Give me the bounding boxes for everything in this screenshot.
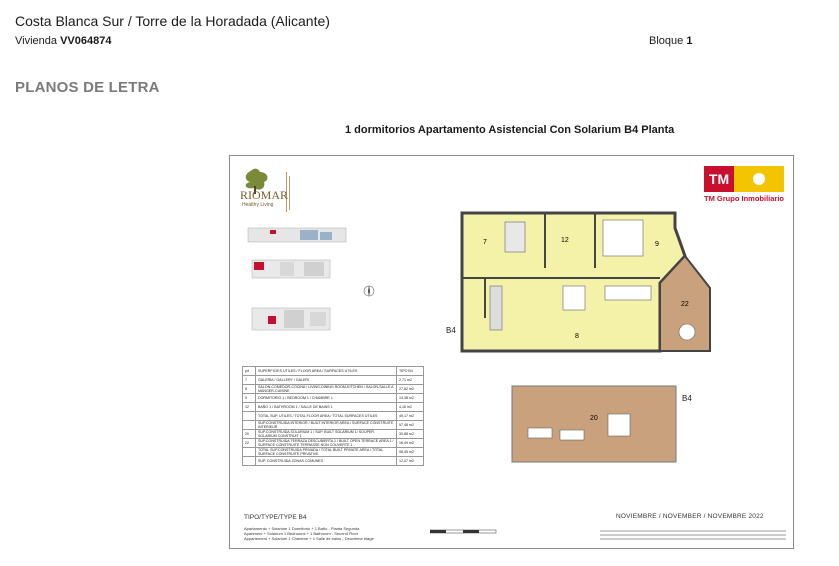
table-header: TIPO B4 — [397, 367, 424, 376]
sun-icon — [753, 173, 765, 185]
table-cell: SUP.CONSTRUIDA SOLARIUM 1 / SUP. BUILT SOLARIUM 1/ SOUPER. SOLARIUM CONSTRUIT 1 — [256, 430, 397, 439]
table-row — [243, 421, 424, 430]
table-cell: 49,17 m2 — [397, 412, 424, 421]
table-row — [243, 403, 424, 412]
agency-name: TM Grupo Inmobiliario — [704, 194, 784, 203]
table-cell: SUP.CONSTRUIDA INTERIOR / BUILT INTERIOR AREA / SURFACE CONSTRUITE INTERIEUR — [256, 421, 397, 430]
room-22: 22 — [681, 301, 689, 308]
unit-label: B4 — [446, 326, 456, 335]
block-info — [649, 35, 692, 47]
table-cell: BAÑO 1 / BATHROOM 1 / SALLE DE BAINS 1 — [256, 403, 397, 412]
table-cell: 2,71 m2 — [397, 376, 424, 385]
table-cell: SUP. CONSTRUIDA ZONAS COMUNES — [256, 457, 397, 466]
table-cell: 16,49 m2 — [397, 439, 424, 448]
floor-plan-sheet — [229, 155, 794, 549]
table-cell: 7 — [243, 376, 256, 385]
table-cell — [243, 421, 256, 430]
table-cell: 57,48 m2 — [397, 421, 424, 430]
riomar-logo — [238, 166, 298, 214]
type-label: TIPO/TYPE/TYPE B4 — [244, 514, 307, 521]
table-header: SUPERFICIES UTILES / FLOOR AREA / SURFACES UTILES — [256, 367, 397, 376]
reference-label: Vivienda — [15, 35, 57, 47]
table-cell — [243, 448, 256, 457]
table-cell: 12,07 m2 — [397, 457, 424, 466]
block-value: 1 — [686, 35, 693, 47]
brand-tagline: Healthy Living — [242, 202, 274, 208]
table-cell: 27,82 m2 — [397, 385, 424, 394]
table-cell: 12 — [243, 403, 256, 412]
sun-lounger — [560, 430, 584, 440]
terrace-table — [679, 324, 695, 340]
solarium-table — [608, 414, 630, 436]
solarium-label: B4 — [682, 394, 692, 403]
table-cell — [243, 457, 256, 466]
table-header: pd — [243, 367, 256, 376]
property-reference — [15, 35, 111, 47]
table-cell: 22 — [243, 439, 256, 448]
location-title: Costa Blanca Sur / Torre de la Horadada (Alicante) — [15, 13, 330, 29]
table-row — [243, 457, 424, 466]
table-header-row — [243, 367, 424, 376]
site-plan-bottom — [252, 308, 330, 330]
table-cell: 98,45 m2 — [397, 448, 424, 457]
table-cell: SALON-COMEDOR-COCINA / LIVING-DINING ROOM-KITCHEN / SALON-SALLE A MANGER-CUISINE — [256, 385, 397, 394]
sofa — [605, 286, 651, 300]
room-9: 9 — [655, 241, 659, 248]
tm-logo: TM — [704, 166, 734, 192]
table-cell: 14,38 m2 — [397, 394, 424, 403]
room-12: 12 — [561, 237, 569, 244]
table-cell: 9 — [243, 394, 256, 403]
description-line: Apartamento + Solarium 1 Dormitorio + 1 Baño - Planta Segunda — [244, 526, 360, 531]
table-row — [243, 394, 424, 403]
dining-table — [563, 286, 585, 310]
table-cell: 4,16 m2 — [397, 403, 424, 412]
bed — [603, 220, 643, 256]
table-cell — [243, 412, 256, 421]
apartment-floor-plan — [445, 208, 730, 358]
table-row — [243, 448, 424, 457]
kitchen-counter — [490, 286, 502, 330]
sun-lounger — [528, 428, 552, 438]
site-location-maps — [240, 218, 355, 348]
table-cell: SUP.CONSTRUIDA TERRAZA DESCUBIERTA 1 / BUILT OPEN TERRACE AREA 1 / SURFACE CONSTRUITE TERRASSE NON COUVERTE 1 — [256, 439, 397, 448]
description-line: Appartement + Solarium 1 Chambre + 1 Salle de bains - Deuxième étage — [244, 536, 374, 541]
room-20: 20 — [590, 415, 598, 422]
room-8: 8 — [575, 333, 579, 340]
building-elevation — [248, 228, 346, 242]
north-compass-icon — [362, 284, 376, 298]
table-row — [243, 430, 424, 439]
unit-description — [244, 526, 374, 541]
shower — [505, 222, 525, 252]
section-title: PLANOS DE LETRA — [15, 79, 160, 96]
table-row — [243, 439, 424, 448]
table-row — [243, 412, 424, 421]
reference-code: VV064874 — [60, 35, 112, 47]
table-cell: 20 — [243, 430, 256, 439]
table-row — [243, 376, 424, 385]
brand-name: RIOMAR — [240, 188, 289, 202]
tm-logo-yellow — [734, 166, 784, 192]
legal-disclaimer — [600, 528, 786, 542]
block-label: Bloque — [649, 35, 684, 47]
solarium-plan — [508, 384, 680, 466]
description-line: Apartment + Solarium 1 Bedrooms + 1 Bathroom - Second Floor — [244, 531, 359, 536]
table-cell: TOTAL SUP. UTILES / TOTAL FLOOR AREA / TOTAL SURFACES UTILES — [256, 412, 397, 421]
table-cell: DORMITORIO 1 / BEDROOM 1 / CHAMBRE 1 — [256, 394, 397, 403]
table-cell: 30,88 m2 — [397, 430, 424, 439]
table-cell: GALERÍA / GALLERY / GALERI — [256, 376, 397, 385]
table-row — [243, 385, 424, 394]
surface-areas-table — [242, 366, 424, 466]
plan-date: NOVIEMBRE / NOVEMBER / NOVEMBRE 2022 — [616, 513, 764, 520]
scale-bar — [430, 528, 500, 536]
plan-title: 1 dormitorios Apartamento Asistencial Con Solarium B4 Planta — [345, 124, 675, 136]
table-cell: TOTAL SUP.CONSTRUIDA PRIVADA / TOTAL BUILT PRIVATE AREA / TOTAL SURFACE CONSTRUITE PRIVATIVE — [256, 448, 397, 457]
table-cell: 8 — [243, 385, 256, 394]
room-7: 7 — [483, 239, 487, 246]
site-plan-top — [252, 260, 330, 278]
